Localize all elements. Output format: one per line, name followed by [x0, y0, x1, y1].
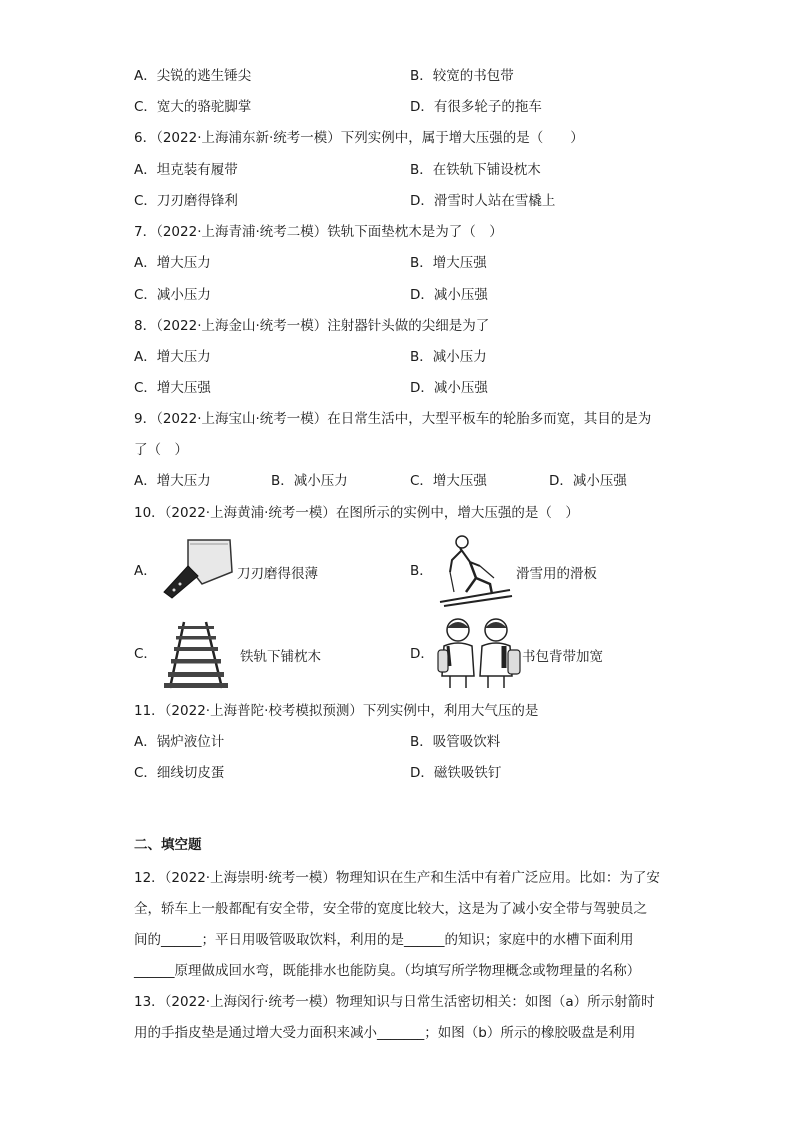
q8-option-a: A．增大压力	[134, 349, 211, 365]
q10-option-b-letter: B．	[410, 563, 433, 579]
skier-icon	[436, 532, 514, 608]
q13-line2: 用的手指皮垫是通过增大受力面积来减小_______；如图（b）所示的橡胶吸盘是利用	[134, 1025, 636, 1041]
q12-line3: 间的______；平日用吸管吸取饮料，利用的是______的知识；家庭中的水槽下面利用	[134, 932, 634, 948]
q9-option-b: B．减小压力	[271, 473, 348, 489]
cleaver-icon	[158, 536, 238, 602]
q9-stem-line2: 了（ ）	[134, 442, 188, 458]
railway-track-icon	[156, 620, 236, 690]
q13-line1: 13．（2022·上海闵行·统考一模）物理知识与日常生活密切相关：如图（a）所示射箭时	[134, 994, 655, 1010]
q7-option-c: C．减小压力	[134, 287, 211, 303]
q12-line2: 全，轿车上一般都配有安全带，安全带的宽度比较大，这是为了减小安全带与驾驶员之	[134, 901, 647, 917]
q8-stem: 8．（2022·上海金山·统考一模）注射器针头做的尖细是为了	[134, 318, 490, 334]
q8-option-d: D．减小压强	[410, 380, 488, 396]
q11-option-c: C．细线切皮蛋	[134, 765, 225, 781]
q12-line4: ______原理做成回水弯，既能排水也能防臭。（均填写所学物理概念或物理量的名称）	[134, 963, 641, 979]
q11-option-a: A．锅炉液位计	[134, 734, 225, 750]
q10-option-c-letter: C．	[134, 646, 157, 662]
q11-option-d: D．磁铁吸铁钉	[410, 765, 502, 781]
q11-stem: 11．（2022·上海普陀·校考模拟预测）下列实例中，利用大气压的是	[134, 703, 539, 719]
q9-option-a: A．增大压力	[134, 473, 211, 489]
q5-option-b: B．较宽的书包带	[410, 68, 514, 84]
q7-option-d: D．减小压强	[410, 287, 488, 303]
backpack-children-icon	[434, 616, 522, 690]
q7-option-a: A．增大压力	[134, 255, 211, 271]
q10-option-d-caption: 书包背带加宽	[522, 649, 603, 665]
q10-option-b-caption: 滑雪用的滑板	[516, 566, 597, 582]
q5-option-d: D．有很多轮子的拖车	[410, 99, 542, 115]
q6-option-a: A．坦克装有履带	[134, 162, 238, 178]
q7-stem: 7．（2022·上海青浦·统考二模）铁轨下面垫枕木是为了（ ）	[134, 224, 503, 240]
q11-option-b: B．吸管吸饮料	[410, 734, 501, 750]
q10-stem: 10．（2022·上海黄浦·统考一模）在图所示的实例中，增大压强的是（ ）	[134, 505, 579, 521]
q10-option-d-letter: D．	[410, 646, 434, 662]
q5-option-a: A．尖锐的逃生锤尖	[134, 68, 252, 84]
q6-option-c: C．刀刃磨得锋利	[134, 193, 238, 209]
section-heading: 二、填空题	[134, 837, 202, 853]
q7-option-b: B．增大压强	[410, 255, 487, 271]
q10-option-c-caption: 铁轨下铺枕木	[240, 649, 321, 665]
q6-option-d: D．滑雪时人站在雪橇上	[410, 193, 556, 209]
q8-option-b: B．减小压力	[410, 349, 487, 365]
q9-option-c: C．增大压强	[410, 473, 487, 489]
q6-option-b: B．在铁轨下铺设枕木	[410, 162, 541, 178]
q9-option-d: D．减小压强	[549, 473, 627, 489]
q10-option-a-caption: 刀刃磨得很薄	[237, 566, 318, 582]
q9-stem-line1: 9．（2022·上海宝山·统考一模）在日常生活中，大型平板车的轮胎多而宽，其目的是为	[134, 411, 652, 427]
q10-option-a-letter: A．	[134, 563, 157, 579]
q8-option-c: C．增大压强	[134, 380, 211, 396]
q5-option-c: C．宽大的骆驼脚掌	[134, 99, 252, 115]
q6-stem: 6．（2022·上海浦东新·统考一模）下列实例中，属于增大压强的是（ ）	[134, 130, 584, 146]
q12-line1: 12．（2022·上海崇明·统考一模）物理知识在生产和生活中有着广泛应用。比如：为了安	[134, 870, 660, 886]
